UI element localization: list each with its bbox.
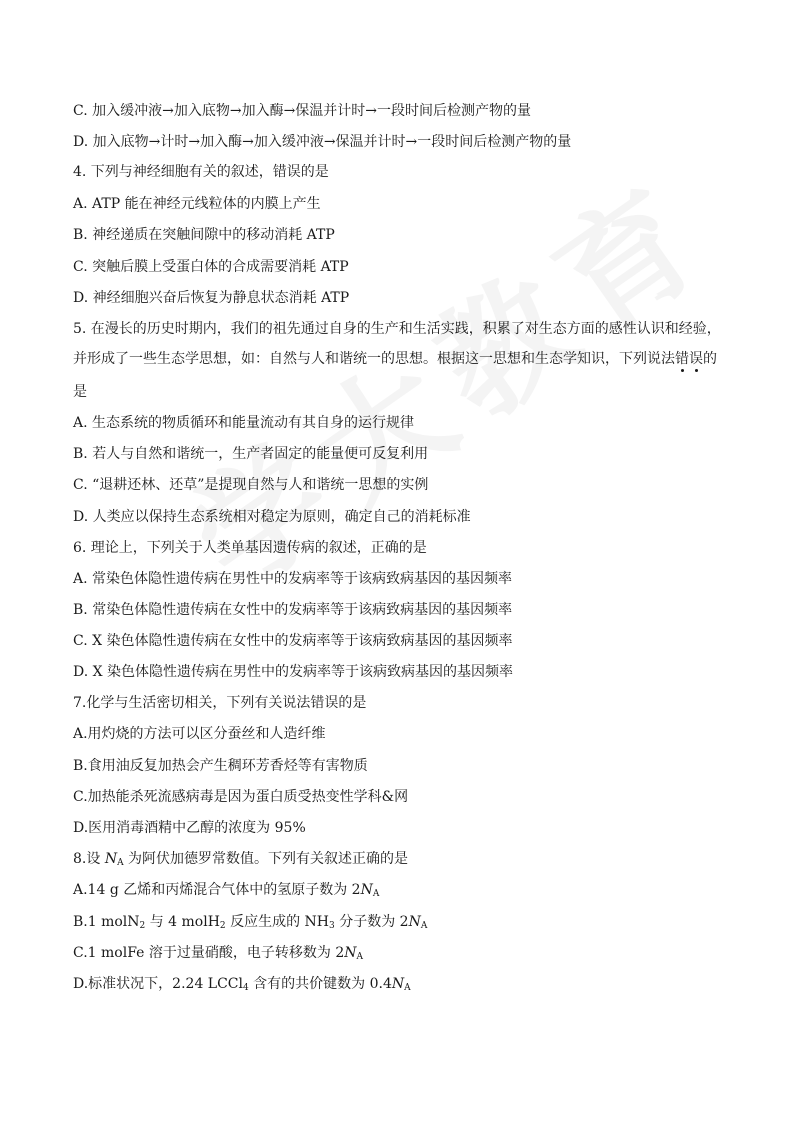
option-7c: C.加热能杀死流感病毒是因为蛋白质受热变性学科&网 <box>73 789 409 805</box>
option-4a: A. ATP 能在神经元线粒体的内膜上产生 <box>73 196 321 212</box>
option-5c: C. “退耕还林、还草”是提现自然与人和谐统一思想的实例 <box>73 477 429 493</box>
option-3d: D. 加入底物→计时→加入酶→加入缓冲液→保温并计时→一段时间后检测产物的量 <box>73 134 572 150</box>
option-3c: C. 加入缓冲液→加入底物→加入酶→保温并计时→一段时间后检测产物的量 <box>73 103 532 119</box>
option-7b: B.食用油反复加热会产生稠环芳香烃等有害物质 <box>73 758 368 774</box>
option-8b: B.1 molN$_2$ 与 4 molH$_2$ 反应生成的 $NH_3$ 分子数为 $2N_A$ <box>73 914 428 931</box>
emphasis-char: 误 <box>689 351 703 367</box>
option-8c: C.1 molFe 溶于过量硝酸，电子转移数为 $2N_A$ <box>73 945 363 962</box>
question-4-stem: 4. 下列与神经细胞有关的叙述，错误的是 <box>73 164 329 180</box>
option-4b: B. 神经递质在突触间隙中的移动消耗 ATP <box>73 227 335 243</box>
question-5-stem-line1: 5. 在漫长的历史时期内，我们的祖先通过自身的生产和生活实践，积累了对生态方面的感性认识和经验， <box>73 321 721 337</box>
option-5b: B. 若人与自然和谐统一，生产者固定的能量便可反复利用 <box>73 446 429 462</box>
option-7a: A.用灼烧的方法可以区分蚕丝和人造纤维 <box>73 726 326 742</box>
option-6b: B. 常染色体隐性遗传病在女性中的发病率等于该病致病基因的基因频率 <box>73 602 513 618</box>
question-8-stem: 8.设 $N_A$ 为阿伏加德罗常数值。下列有关叙述正确的是 <box>73 851 409 868</box>
option-4d: D. 神经细胞兴奋后恢复为静息状态消耗 ATP <box>73 290 350 306</box>
question-5-stem-line3: 是 <box>73 384 87 400</box>
option-4c: C. 突触后膜上受蛋白体的合成需要消耗 ATP <box>73 259 349 275</box>
question-7-stem: 7.化学与生活密切相关，下列有关说法错误的是 <box>73 695 367 711</box>
option-6c: C. X 染色体隐性遗传病在女性中的发病率等于该病致病基因的基因频率 <box>73 633 513 649</box>
option-5d: D. 人类应以保持生态系统相对稳定为原则，确定自己的消耗标准 <box>73 509 471 525</box>
emphasis-char: 错 <box>675 351 689 367</box>
option-6a: A. 常染色体隐性遗传病在男性中的发病率等于该病致病基因的基因频率 <box>73 571 513 587</box>
question-6-stem: 6. 理论上，下列关于人类单基因遗传病的叙述，正确的是 <box>73 540 427 556</box>
option-6d: D. X 染色体隐性遗传病在男性中的发病率等于该病致病基因的基因频率 <box>73 664 514 680</box>
option-5a: A. 生态系统的物质循环和能量流动有其自身的运行规律 <box>73 415 415 431</box>
question-5-stem-line2: 并形成了一些生态学思想，如：自然与人和谐统一的思想。根据这一思想和生态学知识，下列说法错误的 <box>73 351 717 367</box>
option-8d: D.标准状况下，2.24 LCCl$_4$ 含有的共价键数为 $0.4N_A$ <box>73 976 411 993</box>
option-7d: D.医用消毒酒精中乙醇的浓度为 95% <box>73 820 306 836</box>
option-8a: A.14 g 乙烯和丙烯混合气体中的氢原子数为 $2N_A$ <box>73 882 380 899</box>
